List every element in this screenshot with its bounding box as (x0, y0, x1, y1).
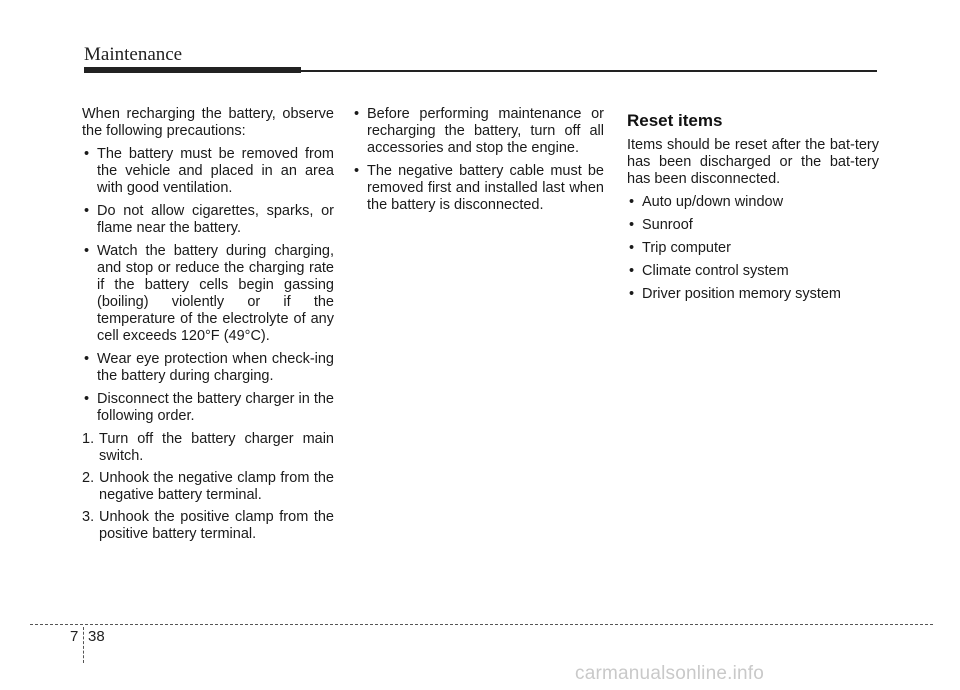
section-heading: Reset items (627, 111, 723, 130)
bullet-icon: • (84, 243, 90, 259)
reset-items-list (627, 194, 879, 303)
step-number: 2. (82, 470, 95, 486)
list-item: • Auto up/down window (629, 194, 784, 210)
reset-intro-paragraph: Items should be reset after the bat-tery has been discharged or the bat-tery has been disconnected. (627, 137, 879, 187)
column-1 (82, 106, 334, 548)
step-number: 1. (82, 431, 95, 447)
list-item: 2. Unhook the negative clamp from the negative battery terminal. (82, 470, 334, 503)
bullet-icon: • (629, 240, 635, 256)
list-item: 3. Unhook the positive clamp from the positive battery terminal. (82, 509, 334, 542)
list-item: • Before performing maintenance or recharging the battery, turn off all accessories and stop the engine. (354, 106, 604, 156)
header-rule-thick (84, 67, 301, 73)
page-number: 38 (88, 628, 105, 645)
list-item: • The negative battery cable must be removed first and installed last when the battery is disconnected. (354, 163, 604, 213)
list-item: • Wear eye protection when check-ing the battery during charging. (84, 351, 334, 384)
footer-rule (30, 624, 933, 625)
page-header-title: Maintenance (84, 44, 183, 65)
list-item: 1. Turn off the battery charger main switch. (82, 431, 334, 464)
bullet-icon: • (84, 146, 90, 162)
column-2 (352, 106, 604, 220)
bullet-icon: • (84, 351, 90, 367)
footer-divider (83, 627, 84, 663)
list-item: • Disconnect the battery charger in the following order. (84, 391, 334, 424)
step-number: 3. (82, 509, 95, 525)
bullet-icon: • (629, 286, 635, 302)
list-item: • Sunroof (629, 217, 693, 233)
list-item: • Trip computer (629, 240, 731, 256)
list-item: • Climate control system (629, 263, 789, 279)
bullet-icon: • (354, 163, 360, 179)
column-3 (627, 106, 879, 309)
bullet-icon: • (629, 263, 635, 279)
bullet-icon: • (354, 106, 360, 122)
watermark-text: carmanualsonline.info (575, 663, 765, 684)
header-rule-thin (301, 70, 877, 72)
maintenance-list (352, 106, 604, 214)
chapter-number: 7 (70, 628, 79, 645)
bullet-icon: • (84, 391, 90, 407)
list-item: • Watch the battery during charging, and stop or reduce the charging rate if the battery cells begin gassing (boiling) violently or if the temperature of the electrolyte of any cell exceeds 120°F (49°C). (84, 243, 334, 344)
disconnect-steps-list (82, 431, 334, 543)
bullet-icon: • (84, 203, 90, 219)
list-item: • Do not allow cigarettes, sparks, or flame near the battery. (84, 203, 334, 236)
bullet-icon: • (629, 217, 635, 233)
intro-paragraph: When recharging the battery, observe the following precautions: (82, 106, 334, 139)
bullet-icon: • (629, 194, 635, 210)
list-item: • The battery must be removed from the vehicle and placed in an area with good ventilation. (84, 146, 334, 196)
list-item: • Driver position memory system (629, 286, 842, 302)
precautions-list (82, 146, 334, 425)
